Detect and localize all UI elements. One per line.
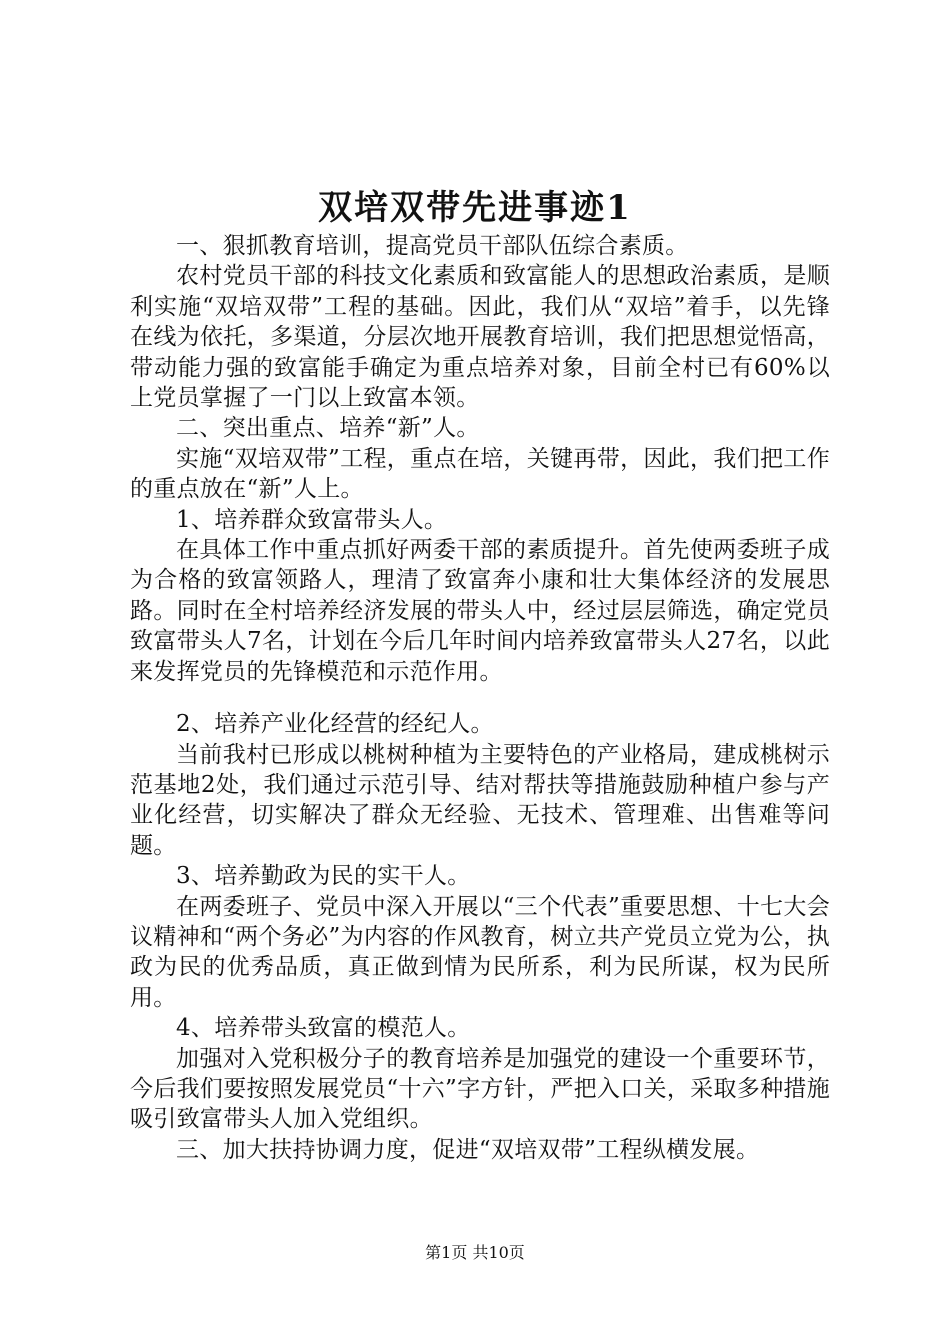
document-title: 双培双带先进事迹1 [318,188,632,228]
page-footer: 第1页 共10页 [425,1243,525,1262]
subsection-heading-1: 1、培养群众致富带头人。 [176,506,448,533]
paragraph: 在具体工作中重点抓好两委干部的素质提升。首先使两委班子成为合格的致富领路人，理清了致富奔小康和壮大集体经济的发展思路。同时在全村培养经济发展的带头人中，经过层层筛选，确定党员致富带头人7名，计划在今后几年时间内培养致富带头人27名，以此来发挥党员的先锋模范和示范作用。 [130,537,830,685]
paragraph: 在两委班子、党员中深入开展以“三个代表”重要思想、十七大会议精神和“两个务必”为内容的作风教育，树立共产党员立党为公，执政为民的优秀品质，真正做到情为民所系，利为民所谋，权为民所用。 [130,893,830,1011]
paragraph: 当前我村已形成以桃树种植为主要特色的产业格局，建成桃树示范基地2处，我们通过示范引导、结对帮扶等措施鼓励种植户参与产业化经营，切实解决了群众无经验、无技术、管理难、出售难等问题。 [130,741,830,859]
section-heading-1: 一、狠抓教育培训，提高党员干部队伍综合素质。 [176,233,689,259]
subsection-heading-2: 2、培养产业化经营的经纪人。 [176,711,494,738]
section-heading-3: 三、加大扶持协调力度，促进“双培双带”工程纵横发展。 [176,1136,760,1163]
subsection-heading-3: 3、培养勤政为民的实干人。 [176,863,471,890]
paragraph: 实施“双培双带”工程，重点在培，关键再带，因此，我们把工作的重点放在“新”人上。 [130,445,830,503]
paragraph: 农村党员干部的科技文化素质和致富能人的思想政治素质，是顺利实施“双培双带”工程的基础。因此，我们从“双培”着手，以先锋在线为依托，多渠道，分层次地开展教育培训，我们把思想觉悟高，带动能力强的致富能手确定为重点培养对象，目前全村已有60%以上党员掌握了一门以上致富本领。 [130,263,830,412]
section-heading-2: 二、突出重点、培养“新”人。 [176,415,480,442]
paragraph: 加强对入党积极分子的教育培养是加强党的建设一个重要环节，今后我们要按照发展党员“十六”字方针，严把入口关，采取多种措施吸引致富带头人加入党组织。 [130,1045,830,1133]
document-body [130,231,830,1165]
subsection-heading-4: 4、培养带头致富的模范人。 [176,1015,471,1042]
